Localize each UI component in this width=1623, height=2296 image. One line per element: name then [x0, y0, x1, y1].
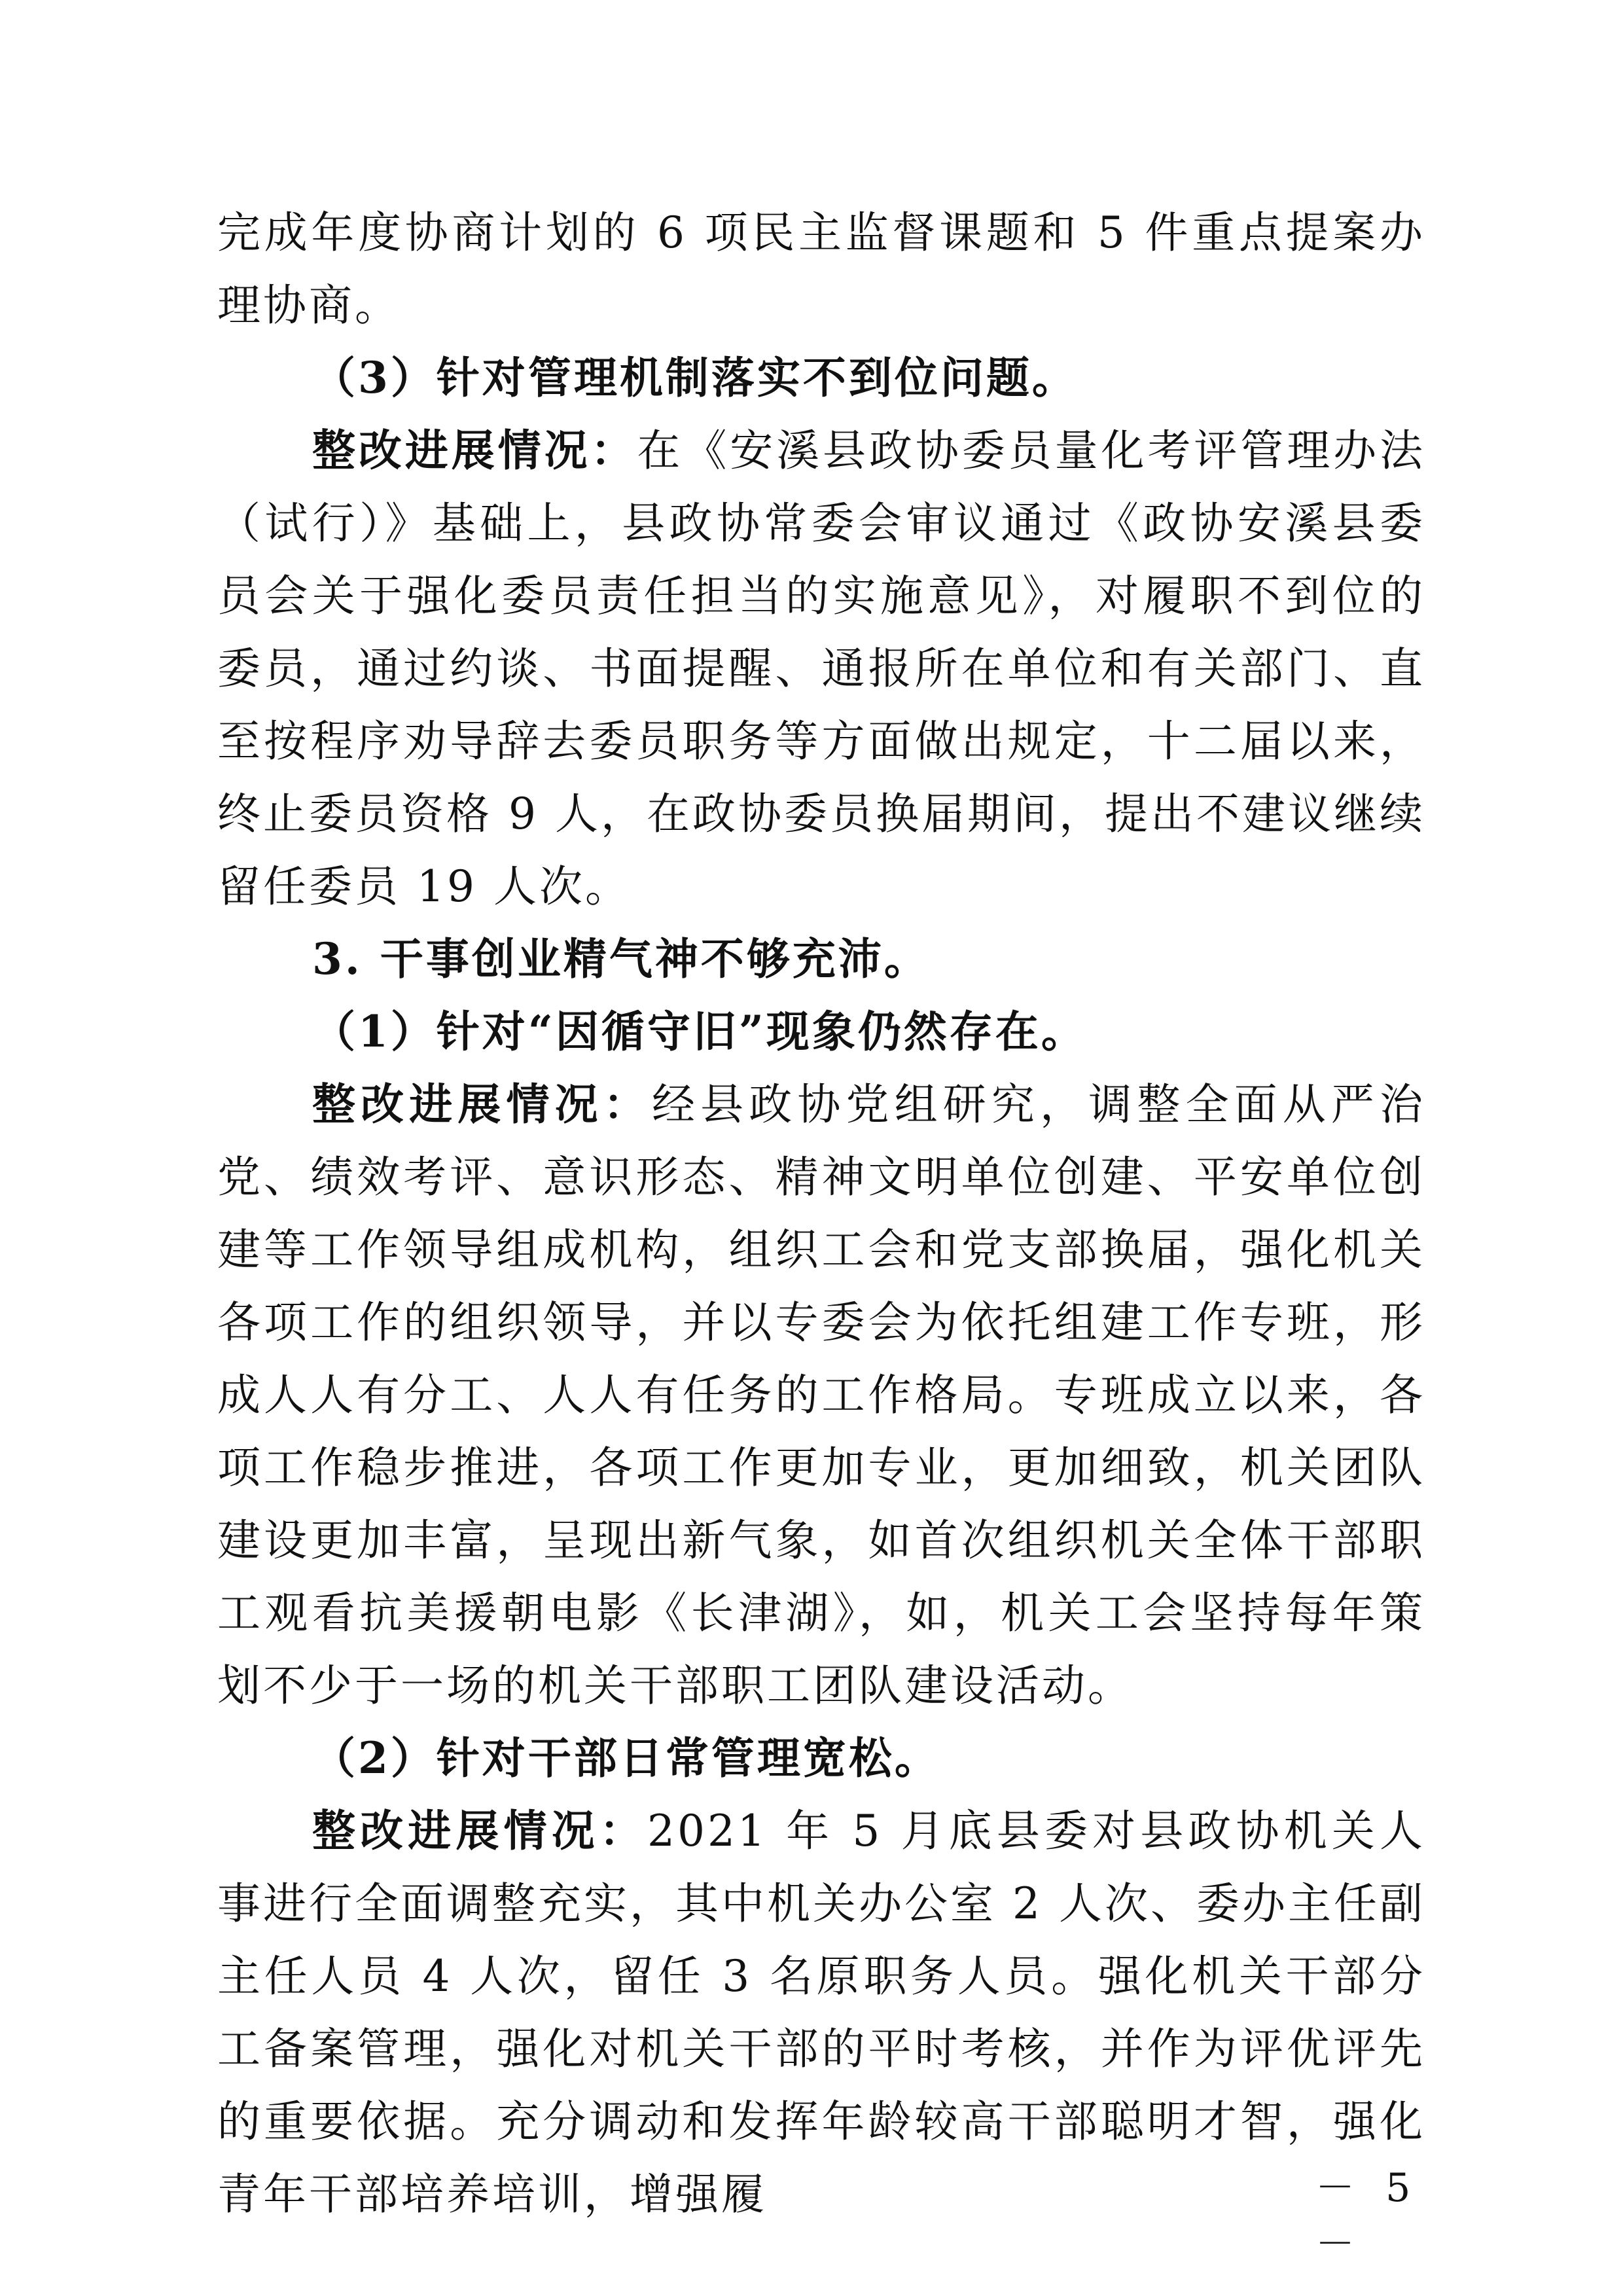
progress-paragraph-mechanism — [217, 414, 1425, 923]
progress-lead-label: 整改进展情况： — [312, 1805, 648, 1856]
progress-lead-label: 整改进展情况： — [312, 1079, 652, 1130]
subheading-management-mechanism — [217, 342, 1425, 414]
body-paragraph-continued — [217, 196, 1425, 342]
progress-paragraph-cadre — [217, 1795, 1425, 2231]
subheading-text: （2）针对干部日常管理宽松。 — [312, 1732, 940, 1784]
paragraph-text: 经县政协党组研究，调整全面从严治党、绩效考评、意识形态、精神文明单位创建、平安单位创建等工作领导组成机构，组织工会和党支部换届，强化机关各项工作的组织领导，并以专委会为依托组建工作专班，形成人人有分工、人人有任务的工作格局。专班成立以来，各项工作稳步推进，各项工作更加专业，更加细致，机关团队建设更加丰富，呈现出新气象，如首次组织机关全体干部职工观看抗美援朝电影《长津湖》，如，机关工会坚持每年策划不少于一场的机关干部职工团队建设活动。 — [217, 1079, 1426, 1711]
subheading-text: （1）针对“因循守旧”现象仍然存在。 — [312, 1006, 1087, 1057]
subheading-text: （3）针对管理机制落实不到位问题。 — [312, 352, 1078, 403]
document-body — [217, 196, 1425, 2231]
progress-paragraph-conservatism — [217, 1068, 1425, 1722]
section-heading-text: 3. 干事创业精气神不够充沛。 — [312, 933, 930, 984]
paragraph-text: 2021 年 5 月底县委对县政协机关人事进行全面调整充实，其中机关办公室 2 人次、委办主任副主任人员 4 人次，留任 3 名原职务人员。强化机关干部分工备案管理，强化对机关干部的平时考核，并作为评优评先的重要依据。充分调动和发挥年龄较高干部聪明才智，强化青年干部培养培训，增强履 — [217, 1806, 1425, 2219]
progress-lead-label: 整改进展情况： — [312, 425, 637, 476]
subheading-conservatism — [217, 996, 1425, 1068]
section-heading-spirit — [217, 923, 1425, 996]
subheading-cadre-management — [217, 1722, 1425, 1795]
paragraph-text: 在《安溪县政协委员量化考评管理办法（试行）》基础上，县政协常委会审议通过《政协安溪县委员会关于强化委员责任担当的实施意见》，对履职不到位的委员，通过约谈、书面提醒、通报所在单位和有关部门、直至按程序劝导辞去委员职务等方面做出规定，十二届以来，终止委员资格 9 人，在政协委员换届期间，提出不建议继续留任委员 19 人次。 — [217, 425, 1426, 912]
paragraph-text: 完成年度协商计划的 6 项民主监督课题和 5 件重点提案办理协商。 — [217, 207, 1425, 331]
page-number: － 5 － — [1315, 2165, 1420, 2267]
